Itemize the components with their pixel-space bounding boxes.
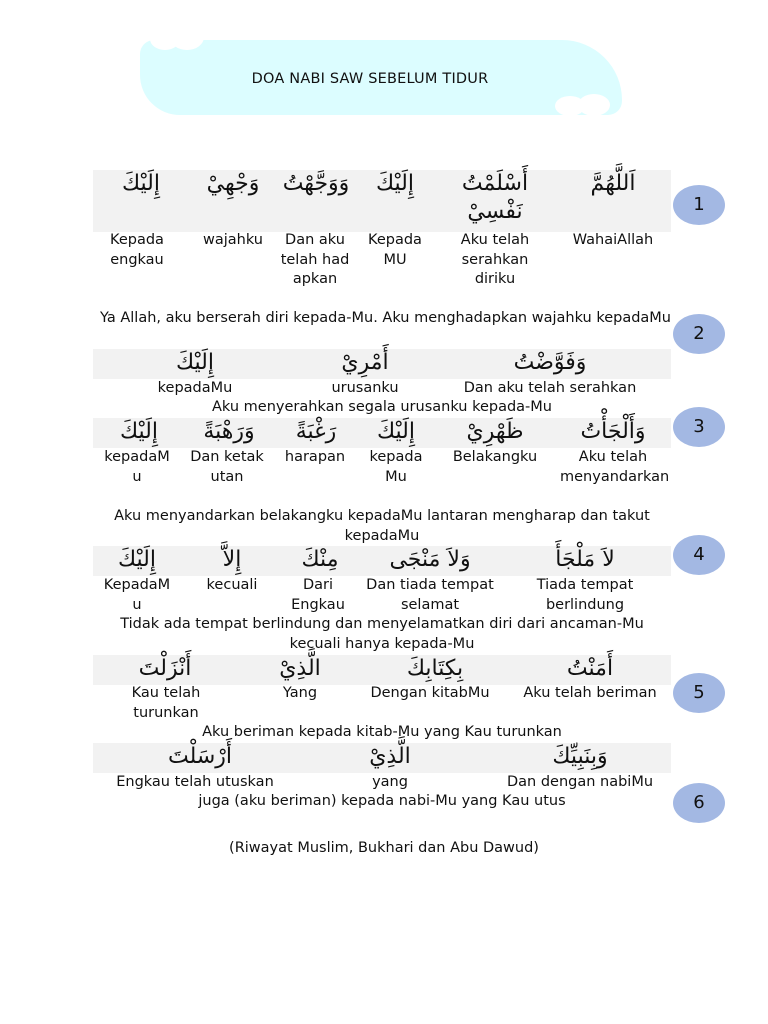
number-badge: 6 — [673, 783, 725, 823]
arabic-word: لاَ مَلْجَأَ — [555, 547, 615, 572]
arabic-word: إِلاَّ — [222, 547, 242, 572]
translation: Kepada MU — [368, 232, 422, 268]
arabic-word: وَفَوَّضْتُ — [513, 350, 587, 375]
sentence-translation: Tidak ada tempat berlindung dan menyelamatkan diri dari ancaman-Mu kecuali hanya kepada-Mu — [120, 616, 644, 652]
number-badge: 4 — [673, 535, 725, 575]
arabic-word: إِلَيْكَ — [377, 419, 415, 444]
arabic-word: أَرْسَلْتَ — [167, 744, 233, 769]
translation: WahaiAllah — [572, 232, 654, 248]
translation: Kau telah turunkan — [131, 685, 201, 721]
translation: Dan dengan nabiMu — [506, 774, 654, 790]
arabic-word: وَجْهِيْ — [206, 171, 260, 196]
arabic-word: أَسْلَمْتُ نَفْسِيْ — [461, 171, 529, 224]
translation: urusanku — [331, 380, 399, 396]
translation: Aku telah serahkan diriku — [460, 232, 530, 287]
arabic-word: الَّذِيْ — [369, 744, 411, 769]
sentence-translation: juga (aku beriman) kepada nabi-Mu yang Kau utus — [198, 793, 566, 809]
arabic-word: وَوَجَّهْتُ — [282, 171, 350, 196]
translation: KepadaMu — [103, 577, 171, 613]
sentence-translation: Aku menyerahkan segala urusanku kepada-Mu — [212, 399, 552, 415]
translation: kecuali — [206, 577, 258, 593]
translation: Aku telah beriman — [523, 685, 657, 701]
arabic-word: رَغْبَةً — [295, 419, 337, 444]
sentence-translation: Aku beriman kepada kitab-Mu yang Kau turunkan — [202, 724, 562, 740]
arabic-word: إِلَيْكَ — [118, 547, 156, 572]
arabic-word: أَمَنْتُ — [566, 656, 614, 681]
translation: kepada Mu — [369, 449, 423, 485]
translation: harapan — [284, 449, 346, 465]
translation: yang — [372, 774, 408, 790]
translation: Belakangku — [452, 449, 538, 465]
arabic-word: إِلَيْكَ — [120, 419, 158, 444]
translation: Engkau telah utuskan — [116, 774, 274, 790]
sentence-translation: Ya Allah, aku berserah diri kepada-Mu. Aku menghadapkan wajahku kepadaMu — [99, 310, 671, 326]
number-badge: 5 — [673, 673, 725, 713]
page-title: DOA NABI SAW SEBELUM TIDUR — [251, 71, 489, 87]
arabic-word: اَللَّهُمَّ — [590, 171, 636, 196]
translation: Dari Engkau — [291, 577, 345, 613]
translation: Kepada engkau — [110, 232, 164, 268]
translation: kepadaMu — [104, 449, 170, 485]
translation: Aku telah menyandarkan — [560, 449, 670, 485]
arabic-word: وَبِنَبِيِّكَ — [552, 744, 608, 769]
arabic-word: إِلَيْكَ — [176, 350, 214, 375]
translation: Tiada tempat berlindung — [536, 577, 634, 613]
arabic-word: مِنْكَ — [301, 547, 339, 572]
number-badge: 2 — [673, 314, 725, 354]
cloud-decoration — [578, 94, 610, 116]
translation: Dan ketakutan — [190, 449, 264, 485]
translation: Dan aku telah serahkan — [463, 380, 637, 396]
arabic-word: الَّذِيْ — [279, 656, 321, 681]
arabic-word: ظَهْرِيْ — [466, 419, 524, 444]
cloud-decoration — [170, 24, 204, 50]
arabic-word: إِلَيْكَ — [376, 171, 414, 196]
number-badge: 1 — [673, 185, 725, 225]
translation: Yang — [282, 685, 318, 701]
source-note: (Riwayat Muslim, Bukhari dan Abu Dawud) — [229, 840, 539, 856]
sentence-translation: Aku menyandarkan belakangku kepadaMu lantaran mengharap dan takut kepadaMu — [114, 508, 650, 544]
translation: Dan aku telah hadapkan — [280, 232, 350, 287]
arabic-word: وَلاَ مَنْجَى — [389, 547, 471, 572]
translation: wajahku — [203, 232, 263, 248]
translation: Dengan kitabMu — [370, 685, 490, 701]
translation: kepadaMu — [157, 380, 233, 396]
translation: Dan tiada tempat selamat — [366, 577, 494, 613]
arabic-word: وَأَلْجَأْتُ — [580, 419, 646, 444]
number-badge: 3 — [673, 407, 725, 447]
arabic-word: إِلَيْكَ — [122, 171, 160, 196]
arabic-word: أَنْزَلْتَ — [138, 656, 192, 681]
arabic-word: بِكِتَابِكَ — [406, 656, 464, 681]
arabic-word: أَمْرِيْ — [341, 350, 389, 375]
arabic-word: وَرَهْبَةً — [203, 419, 255, 444]
